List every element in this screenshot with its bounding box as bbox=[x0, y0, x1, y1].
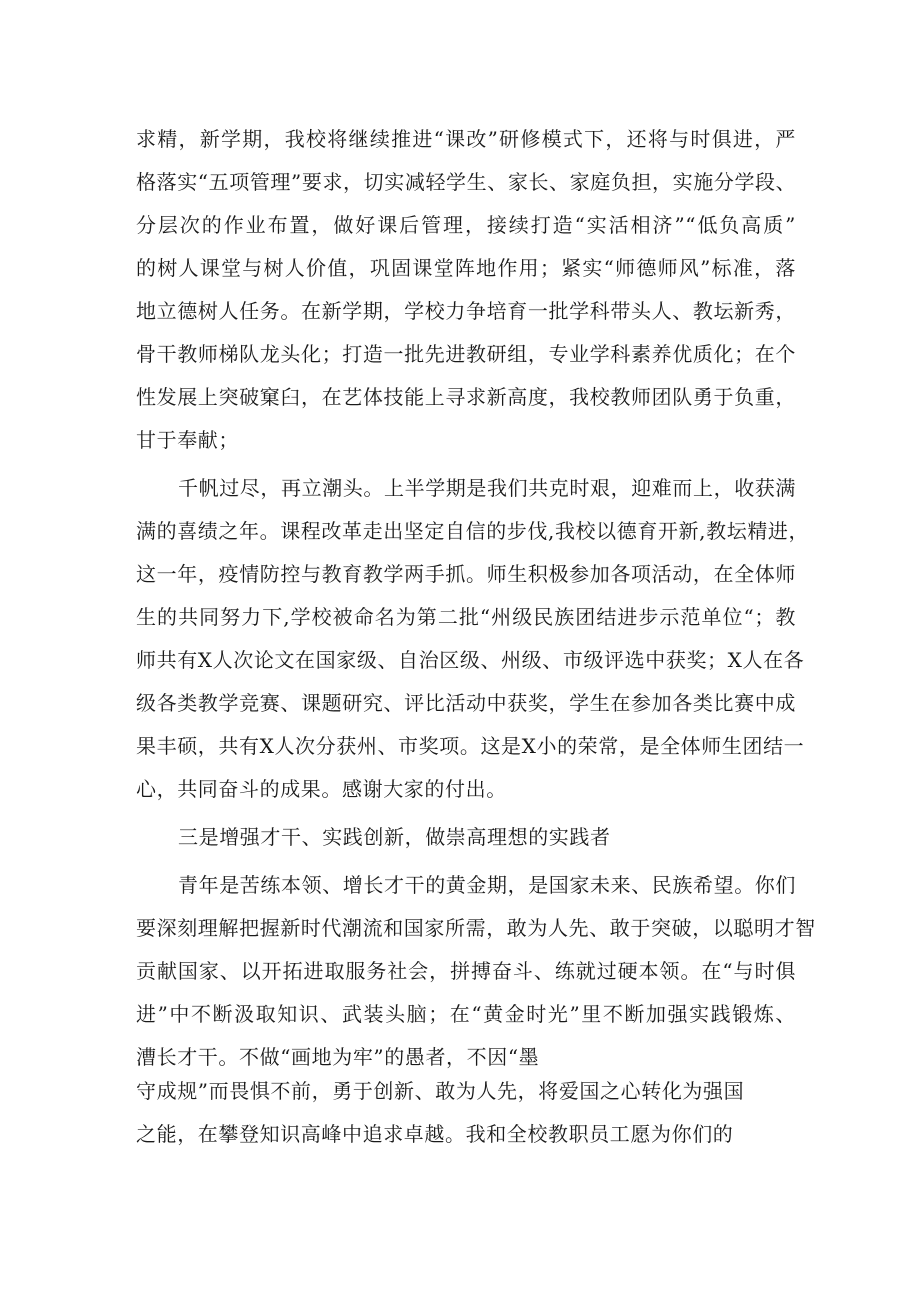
text-line: 师共有X人次论文在国家级、自治区级、州级、市级评选中获奖；X人在各 bbox=[136, 648, 805, 672]
text-line: 骨干教师梯队龙头化；打造一批先进教研组，专业学科素养优质化；在个 bbox=[136, 342, 796, 366]
text-line: 要深刻理解把握新时代潮流和国家所需，敢为人先、敢于突破，以聪明才智 bbox=[136, 916, 816, 940]
text-line: 求精，新学期，我校将继续推进“课改”研修模式下，还将与时俱进，严 bbox=[136, 127, 796, 151]
text-line: 果丰硕，共有X人次分获州、市奖项。这是X小的荣常，是全体师生团结一 bbox=[136, 734, 805, 758]
section-heading: 三是增强才干、实践创新，做崇高理想的实践者 bbox=[178, 825, 611, 849]
text-line: 分层次的作业布置，做好课后管理，接续打造“实活相济”“低负高质” bbox=[136, 213, 796, 237]
text-line: 进”中不断汲取知识、武装头脑；在“黄金时光”里不断加强实践锻炼、 bbox=[136, 1002, 796, 1026]
paragraph-first-line: 青年是苦练本领、增长才干的黄金期，是国家未来、民族希望。你们 bbox=[178, 873, 796, 897]
text-line: 漕长才干。不做“画地为牢”的愚者，不因“墨 bbox=[136, 1045, 540, 1069]
text-line: 甘于奉献； bbox=[136, 428, 239, 452]
text-line: 这一年，疫情防控与教育教学两手抓。师生积极参加各项活动，在全体师 bbox=[136, 562, 796, 586]
text-line: 格落实“五项管理”要求，切实减轻学生、家长、家庭负担，实施分学段、 bbox=[136, 170, 797, 194]
text-line: 级各类教学竞赛、课题研究、评比活动中获奖，学生在参加各类比赛中成 bbox=[136, 691, 796, 715]
text-line: 贡献国家、以开拓进取服务社会，拼搏奋斗、练就过硬本领。在“与时俱 bbox=[136, 959, 796, 983]
text-line: 守成规”而畏惧不前，勇于创新、敢为人先，将爱国之心转化为强国 bbox=[136, 1079, 745, 1103]
paragraph-first-line: 千帆过尽，再立潮头。上半学期是我们共克时艰，迎难而上，收获满 bbox=[178, 476, 796, 500]
text-line: 生的共同努力下,学校被命名为第二批“州级民族团结进步示范单位“；教 bbox=[136, 605, 796, 629]
text-line: 性发展上突破窠臼，在艺体技能上寻求新高度，我校教师团队勇于负重， bbox=[136, 385, 796, 409]
text-line: 地立德树人任务。在新学期，学校力争培育一批学科带头人、教坛新秀， bbox=[136, 299, 796, 323]
text-line: 的树人课堂与树人价值，巩固课堂阵地作用；紧实“师德师风”标准，落 bbox=[136, 256, 796, 280]
text-line: 满的喜绩之年。课程改革走出坚定自信的步伐,我校以德育开新,教坛精进， bbox=[136, 519, 810, 543]
text-line: 心，共同奋斗的成果。感谢大家的付出。 bbox=[136, 777, 507, 801]
text-line: 之能，在攀登知识高峰中追求卓越。我和全校教职员工愿为你们的 bbox=[136, 1122, 734, 1146]
